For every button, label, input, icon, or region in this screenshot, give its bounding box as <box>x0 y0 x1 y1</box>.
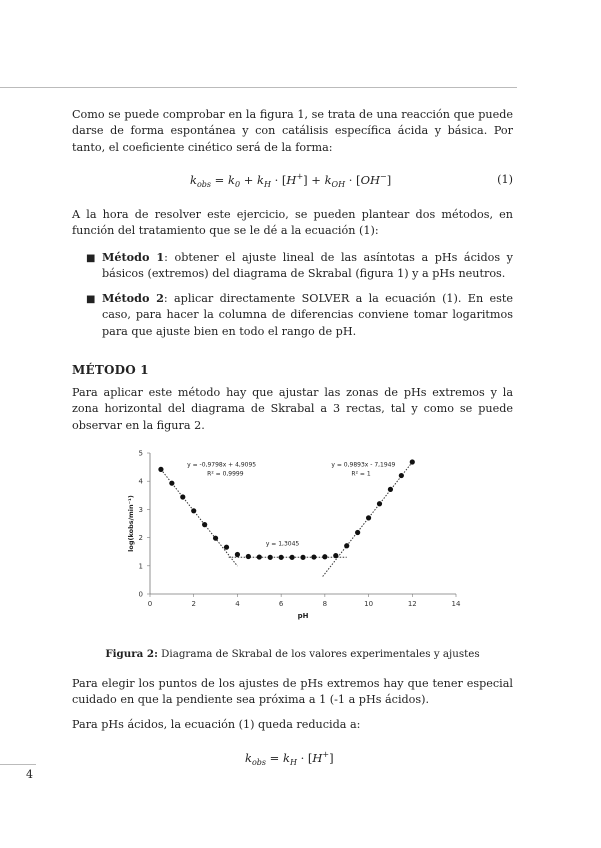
data-point <box>191 508 196 513</box>
y-tick-label: 0 <box>138 590 143 599</box>
data-point <box>322 554 327 559</box>
equation-2: $k_{obs} = k_H \cdot [H^+]$ <box>245 750 334 768</box>
x-tick-label: 2 <box>191 600 196 608</box>
data-point <box>289 555 294 560</box>
x-tick-label: 10 <box>364 600 374 608</box>
bullet-method-2: Método 2: aplicar directamente SOLVER a la ecuación (1). En este caso, para hacer la columna de diferencias conviene tomar logaritmos para que ajuste bien en todo el rango de pH. <box>102 291 513 338</box>
x-axis-label: pH <box>297 612 309 620</box>
data-point <box>388 487 393 492</box>
paragraph-acid-ph: Para pHs ácidos, la ecuación (1) queda reducida a: <box>72 718 361 731</box>
data-point <box>235 552 240 557</box>
equation-number: (1) <box>497 173 513 186</box>
footer-rule <box>0 764 36 765</box>
section-heading: MÉTODO 1 <box>72 363 149 377</box>
data-point <box>257 554 262 559</box>
y-tick-label: 2 <box>138 534 143 543</box>
data-point <box>180 494 185 499</box>
fit-r2-3: R² = 1 <box>351 470 371 478</box>
fit-equation-2: y = 1,3045 <box>265 540 300 548</box>
x-tick-label: 14 <box>451 600 461 608</box>
data-point <box>300 555 305 560</box>
data-point <box>311 554 316 559</box>
figure-caption: Figura 2: Diagrama de Skrabal de los valores experimentales y ajustes <box>105 648 480 660</box>
y-tick-label: 1 <box>138 562 143 571</box>
y-axis-label: log(kobs/min⁻¹) <box>127 495 135 552</box>
data-point <box>246 554 251 559</box>
x-tick-label: 12 <box>407 600 417 608</box>
data-point <box>355 530 360 535</box>
fit-equation-1: y = -0,9798x + 4,9095 <box>187 461 257 469</box>
fit-equation-3: y = 0,9893x - 7,1949 <box>331 461 396 469</box>
data-point <box>344 543 349 548</box>
bullet-method-1: Método 1: obtener el ajuste lineal de las asíntotas a pHs ácidos y básicos (extremos) del diagrama de Skrabal (figura 1) y a pHs neutros. <box>102 250 513 281</box>
data-point <box>377 501 382 506</box>
data-point <box>410 459 415 464</box>
data-point <box>268 555 273 560</box>
equation-1: $k_{obs} = k_0 + k_H \cdot [H^+] + k_{OH} \cdot [OH^-]$ <box>190 172 392 190</box>
x-tick-label: 0 <box>147 600 153 608</box>
y-tick-label: 4 <box>138 477 143 486</box>
data-point <box>158 467 163 472</box>
page-number: 4 <box>26 768 33 781</box>
data-point <box>224 545 229 550</box>
x-tick-label: 4 <box>235 600 240 608</box>
data-point <box>202 522 207 527</box>
skrabal-chart <box>124 443 469 628</box>
data-point <box>399 473 404 478</box>
header-rule <box>0 87 517 88</box>
data-point <box>333 553 338 558</box>
x-tick-label: 6 <box>278 600 284 608</box>
data-point <box>213 536 218 541</box>
paragraph-intro: Como se puede comprobar en la figura 1, se trata de una reacción que puede darse de forma espontánea y con catálisis específica ácida y básica. Por tanto, el coeficiente cinético será de la forma: <box>72 108 513 154</box>
bullet-icon: ■ <box>86 294 96 305</box>
paragraph-choose-points: Para elegir los puntos de los ajustes de pHs extremos hay que tener especial cuidado en que la pendiente sea próxima a 1 (-1 a pHs ácidos). <box>72 677 513 707</box>
data-point <box>169 481 174 486</box>
y-tick-label: 5 <box>138 449 143 458</box>
fit-r2-1: R² = 0,9999 <box>207 470 244 478</box>
data-point <box>279 555 284 560</box>
paragraph-method1: Para aplicar este método hay que ajustar las zonas de pHs extremos y la zona horizontal del diagrama de Skrabal a 3 rectas, tal y como se puede observar en la figura 2. <box>72 386 513 432</box>
data-point <box>366 515 371 520</box>
paragraph-methods: A la hora de resolver este ejercicio, se pueden plantear dos métodos, en función del tratamiento que se le dé a la ecuación (1): <box>72 208 513 238</box>
bullet-icon: ■ <box>86 253 96 264</box>
y-tick-label: 3 <box>138 505 143 514</box>
x-tick-label: 8 <box>322 600 328 608</box>
